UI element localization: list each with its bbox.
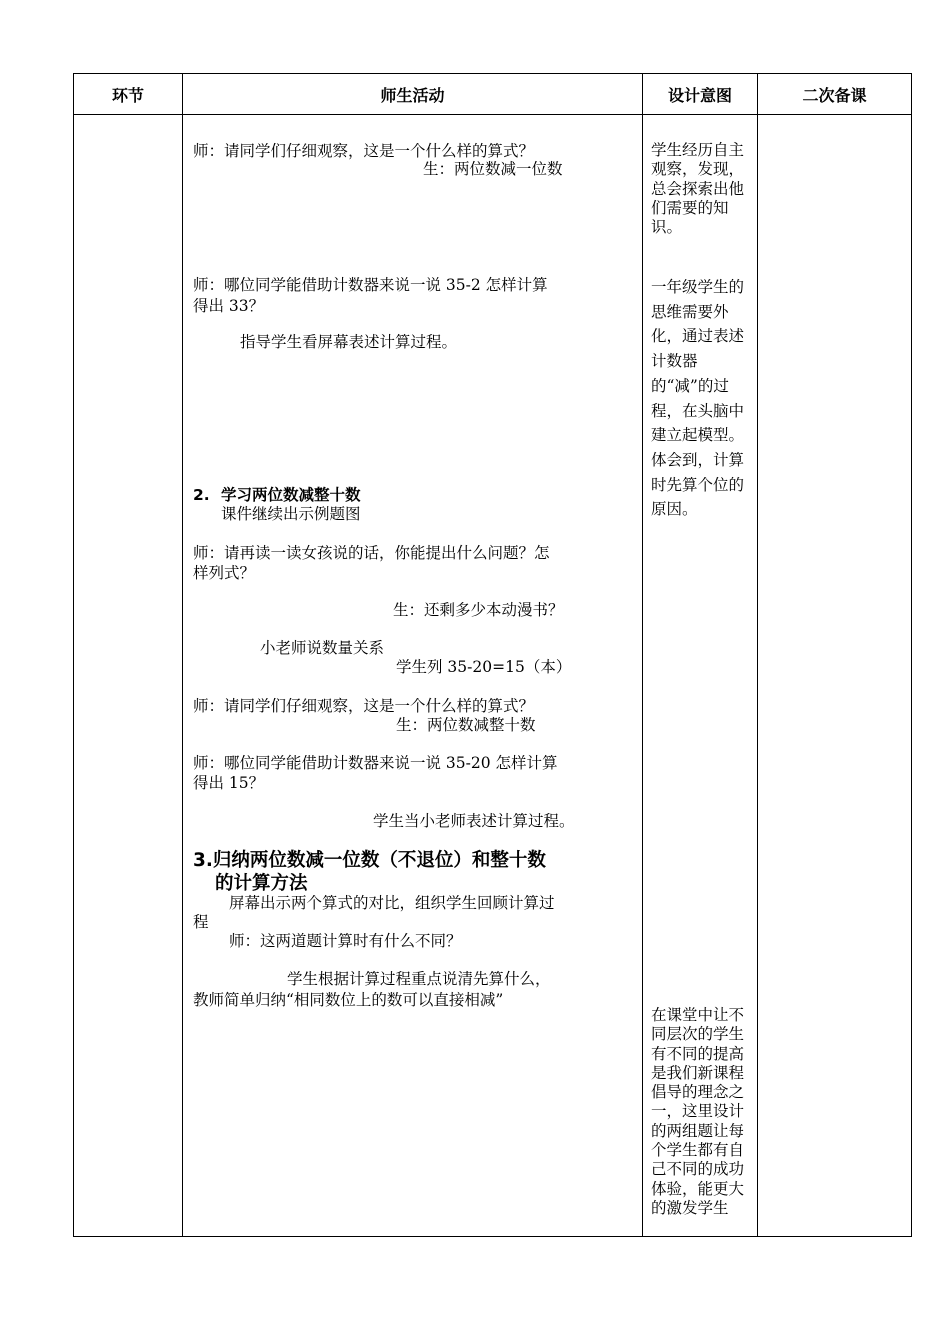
activity-line: 师：哪位同学能借助计数器来说一说 35-20 怎样计算 (193, 754, 558, 772)
section-title: 的计算方法 (215, 873, 308, 894)
activity-line: 课件继续出示例题图 (221, 505, 361, 523)
intent-paragraph: 学生经历自主观察，发现，总会探索出他们需要的知识。 (651, 141, 745, 237)
activity-line: 师：请再读一读女孩说的话，你能提出什么问题？怎 (193, 544, 550, 562)
header-second-prep: 二次备课 (802, 85, 867, 105)
activity-line: 指导学生看屏幕表述计算过程。 (240, 333, 458, 351)
activity-line: 师：哪位同学能借助计数器来说一说 35-2 怎样计算 (193, 276, 548, 294)
activity-line: 生：两位数减整十数 (396, 716, 536, 734)
header-stage: 环节 (111, 85, 144, 105)
activity-line: 学生列 35-20=15（本） (396, 658, 572, 676)
activity-line: 生：还剩多少本动漫书？ (393, 601, 564, 619)
activity-line: 教师简单归纳“相同数位上的数可以直接相减” (193, 991, 504, 1009)
activity-line: 样列式？ (193, 564, 256, 582)
intent-paragraph: 在课堂中让不同层次的学生有不同的提高是我们新课程倡导的理念之一，这里设计的两组题让每个学生都有自己不同的成功体验，能更大的激发学生 (651, 1006, 745, 1217)
section-number: 2. (193, 486, 210, 504)
column-divider (642, 73, 643, 1237)
header-divider (73, 114, 912, 115)
intent-paragraph: 一年级学生的思维需要外化，通过表述计数器的“减”的过程，在头脑中建立起模型。体会到，计算时先算个位的原因。 (651, 278, 745, 519)
activity-line: 小老师说数量关系 (260, 639, 385, 657)
activity-line: 得出 15？ (193, 774, 265, 792)
activity-line: 师：请同学们仔细观察，这是一个什么样的算式？ (193, 697, 535, 715)
activity-line: 得出 33？ (193, 297, 265, 315)
header-activity: 师生活动 (380, 85, 445, 105)
column-divider (757, 73, 758, 1237)
activity-line: 屏幕出示两个算式的对比，组织学生回顾计算过 (229, 894, 555, 912)
section-title: 3.归纳两位数减一位数（不退位）和整十数 (193, 850, 546, 871)
activity-line: 学生根据计算过程重点说清先算什么， (287, 970, 551, 988)
activity-line: 师：请同学们仔细观察，这是一个什么样的算式？ (193, 142, 535, 160)
activity-line: 生：两位数减一位数 (423, 160, 563, 178)
header-intent: 设计意图 (667, 85, 732, 105)
column-divider (182, 73, 183, 1237)
activity-line: 学生当小老师表述计算过程。 (373, 812, 575, 830)
activity-line: 程 (193, 913, 209, 931)
section-title: 学习两位数减整十数 (221, 486, 361, 504)
lesson-table (73, 73, 912, 1237)
activity-line: 师：这两道题计算时有什么不同？ (229, 932, 462, 950)
